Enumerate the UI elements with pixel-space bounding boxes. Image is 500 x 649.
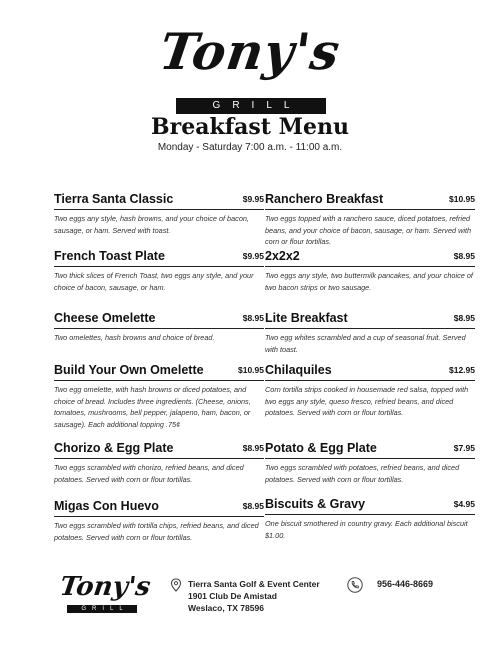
item-price: $10.95 bbox=[449, 194, 475, 204]
menu-item bbox=[54, 248, 264, 293]
logo-subtitle: GRILL bbox=[176, 98, 326, 114]
menu-item bbox=[265, 496, 475, 541]
item-price: $9.95 bbox=[242, 251, 264, 261]
footer-logo-text: Tony's bbox=[57, 572, 153, 602]
item-description: Two eggs any style, two buttermilk pancakes, and your choice of two bacon strips or two sausage. bbox=[265, 271, 473, 292]
item-description: Two egg omelette, with hash browns or diced potatoes, and choice of bread. Includes three ingredients. (Cheese, onions, tomatoes, mushrooms, bell pepper, jalapeno, ham, bacon, or sausage). Each additional topping .75¢ bbox=[54, 385, 251, 429]
menu-item bbox=[54, 440, 264, 485]
page-title: Breakfast Menu bbox=[151, 114, 349, 140]
item-name: Migas Con Huevo bbox=[54, 499, 159, 513]
item-description: Corn tortilla strips cooked in housemade red salsa, topped with two eggs any style, queso fresco, refried beans, and diced potatoes. Served with corn or flour tortillas. bbox=[265, 385, 469, 417]
menu-item bbox=[54, 191, 264, 236]
item-name: Biscuits & Gravy bbox=[265, 497, 366, 511]
item-name: Lite Breakfast bbox=[265, 311, 348, 325]
item-description: Two eggs scrambled with chorizo, refried beans, and diced potatoes. Served with corn or flour tortillas. bbox=[54, 463, 244, 484]
item-description: Two eggs any style, hash browns, and your choice of bacon, sausage, or ham. Served with toast. bbox=[54, 214, 249, 235]
item-description: Two omelettes, hash browns and choice of bread. bbox=[54, 333, 215, 342]
item-description: Two eggs scrambled with tortilla chips, refried beans, and diced potatoes. Served with corn or flour tortillas. bbox=[54, 521, 259, 542]
menu-item bbox=[54, 498, 264, 543]
item-description: Two egg whites scrambled and a cup of seasonal fruit. Served with toast. bbox=[265, 333, 466, 354]
item-price: $8.95 bbox=[453, 251, 475, 261]
phone-number[interactable]: 956-446-8669 bbox=[377, 579, 434, 589]
item-description: Two eggs topped with a ranchero sauce, diced potatoes, refried beans, and your choice of bacon, sausage, or ham. Served with corn or flour tortillas. bbox=[265, 214, 472, 246]
item-name: Chorizo & Egg Plate bbox=[54, 441, 174, 455]
logo-text: Tony's bbox=[156, 22, 344, 81]
item-price: $8.95 bbox=[242, 443, 264, 453]
address-line: 1901 Club De Amistad bbox=[188, 591, 277, 601]
menu-item bbox=[265, 310, 475, 355]
item-price: $12.95 bbox=[449, 365, 475, 375]
item-name: French Toast Plate bbox=[54, 249, 165, 263]
menu-item bbox=[54, 362, 264, 430]
item-name: Ranchero Breakfast bbox=[265, 192, 384, 206]
address-line: Tierra Santa Golf & Event Center bbox=[188, 579, 320, 589]
item-price: $4.95 bbox=[453, 499, 475, 509]
item-name: Build Your Own Omelette bbox=[54, 363, 204, 377]
hours-text: Monday - Saturday 7:00 a.m. - 11:00 a.m. bbox=[157, 142, 343, 153]
address-line: Weslaco, TX 78596 bbox=[188, 603, 264, 613]
phone-icon bbox=[347, 577, 363, 593]
item-description: One biscuit smothered in country gravy. Each additional biscuit $1.00. bbox=[265, 519, 468, 540]
menu-item bbox=[265, 248, 475, 293]
item-description: Two thick slices of French Toast, two eggs any style, and your choice of bacon, sausage, or ham. bbox=[54, 271, 254, 292]
item-price: $8.95 bbox=[242, 501, 264, 511]
item-price: $9.95 bbox=[242, 194, 264, 204]
item-price: $8.95 bbox=[453, 313, 475, 323]
menu-item bbox=[265, 191, 475, 248]
item-price: $10.95 bbox=[238, 365, 264, 375]
menu-item bbox=[265, 362, 475, 419]
item-name: Tierra Santa Classic bbox=[54, 192, 174, 206]
location-pin-icon bbox=[170, 578, 182, 592]
item-description: Two eggs scrambled with potatoes, refried beans, and diced potatoes. Served with corn or flour tortillas. bbox=[265, 463, 460, 484]
item-name: Cheese Omelette bbox=[54, 311, 156, 325]
item-name: Potato & Egg Plate bbox=[265, 441, 377, 455]
item-name: 2x2x2 bbox=[265, 249, 300, 263]
item-price: $8.95 bbox=[242, 313, 264, 323]
menu-item bbox=[54, 310, 264, 344]
item-price: $7.95 bbox=[453, 443, 475, 453]
menu-item bbox=[265, 440, 475, 485]
footer-logo-subtitle: GRILL bbox=[67, 605, 137, 613]
item-name: Chilaquiles bbox=[265, 363, 332, 377]
